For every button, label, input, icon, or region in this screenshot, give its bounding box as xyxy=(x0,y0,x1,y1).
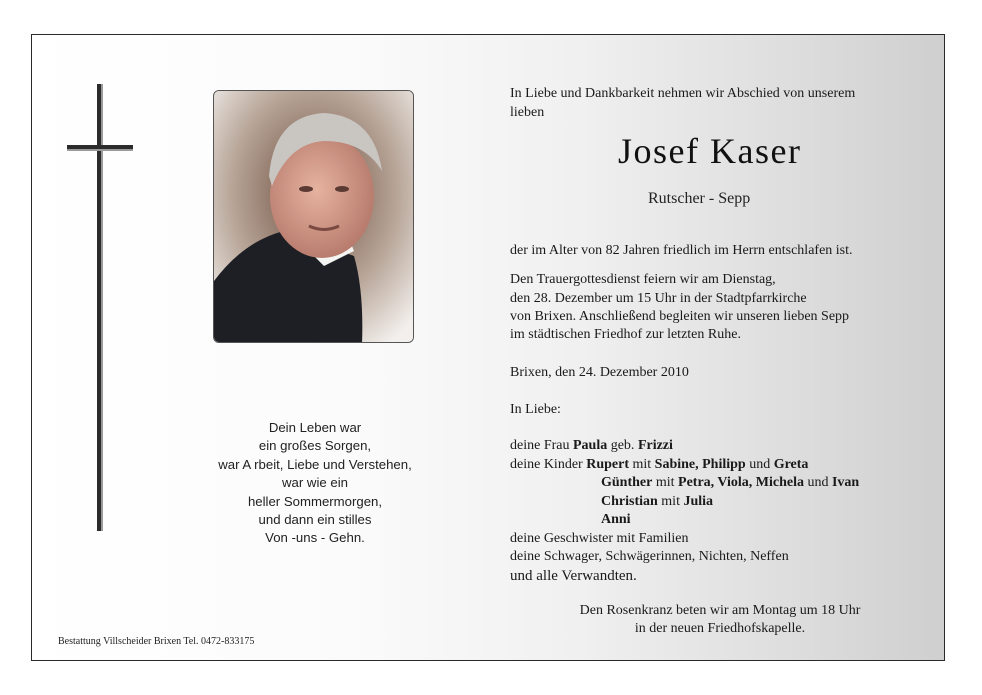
connector-text: mit xyxy=(628,457,655,472)
children-line xyxy=(510,474,859,492)
intro-line: lieben xyxy=(510,105,545,120)
poem-line: war wie ein xyxy=(282,475,348,491)
portrait-photo xyxy=(213,90,414,343)
service-line: den 28. Dezember um 15 Uhr in der Stadtpfarrkirche xyxy=(510,291,807,306)
children-line xyxy=(510,493,713,511)
poem-line: heller Sommermorgen, xyxy=(247,493,383,509)
service-line: von Brixen. Anschließend begleiten wir unseren lieben Sepp xyxy=(510,309,850,324)
obituary-card xyxy=(31,34,945,661)
relative-name: Rupert xyxy=(586,457,629,472)
relative-name: Christian xyxy=(601,494,658,509)
service-line: Den Trauergottesdienst feiern wir am Dienstag, xyxy=(510,272,776,287)
deceased-name: Josef Kaser xyxy=(618,131,802,171)
nickname: Rutscher - Sepp xyxy=(648,190,751,207)
relative-name: Petra, Viola, Michela xyxy=(678,475,804,490)
relative-name: Ivan xyxy=(831,475,860,490)
connector-text: und xyxy=(745,457,774,472)
relative-name: Anni xyxy=(601,512,631,527)
poem-line: Dein Leben war xyxy=(268,420,362,435)
rosary-line: Den Rosenkranz beten wir am Montag um 18 Uhr xyxy=(579,603,861,618)
cross-bar xyxy=(67,145,133,149)
funeral-home-note: Bestattung Villscheider Brixen Tel. 0472-833175 xyxy=(58,636,255,647)
children-line xyxy=(510,511,631,529)
in-love-label: In Liebe: xyxy=(510,402,561,417)
relatives-line: und alle Verwandten. xyxy=(510,568,637,584)
memorial-poem xyxy=(190,419,440,548)
relative-name: Günther xyxy=(601,475,653,490)
cross-icon xyxy=(97,84,101,531)
poem-line: war A rbeit, Liebe und Verstehen, xyxy=(218,456,412,472)
connector-text: mit xyxy=(657,494,684,509)
poem-line: Von -uns - Gehn. xyxy=(265,530,365,546)
connector-text: und xyxy=(803,475,832,490)
relative-name: Greta xyxy=(773,457,809,472)
age-line: der im Alter von 82 Jahren friedlich im Herrn entschlafen ist. xyxy=(510,243,853,258)
rosary-line: in der neuen Friedhofskapelle. xyxy=(634,621,806,636)
poem-line: ein großes Sorgen, xyxy=(258,438,372,454)
relative-name: Julia xyxy=(683,494,714,509)
intro-line: In Liebe und Dankbarkeit nehmen wir Abschied von unserem xyxy=(510,86,856,101)
inlaws-line: deine Schwager, Schwägerinnen, Nichten, Neffen xyxy=(510,549,789,564)
place-date: Brixen, den 24. Dezember 2010 xyxy=(510,365,689,380)
wife-line: deine Frau Paula geb. Frizzi xyxy=(510,438,673,453)
children-line: deine Kinder Rupert mit Sabine, Philipp und Greta xyxy=(510,457,809,472)
service-line: im städtischen Friedhof zur letzten Ruhe. xyxy=(510,327,741,342)
relative-name: Sabine, Philipp xyxy=(654,457,746,472)
connector-text: mit xyxy=(652,475,679,490)
siblings-line: deine Geschwister mit Familien xyxy=(510,531,689,546)
poem-line: und dann ein stilles xyxy=(258,512,372,528)
